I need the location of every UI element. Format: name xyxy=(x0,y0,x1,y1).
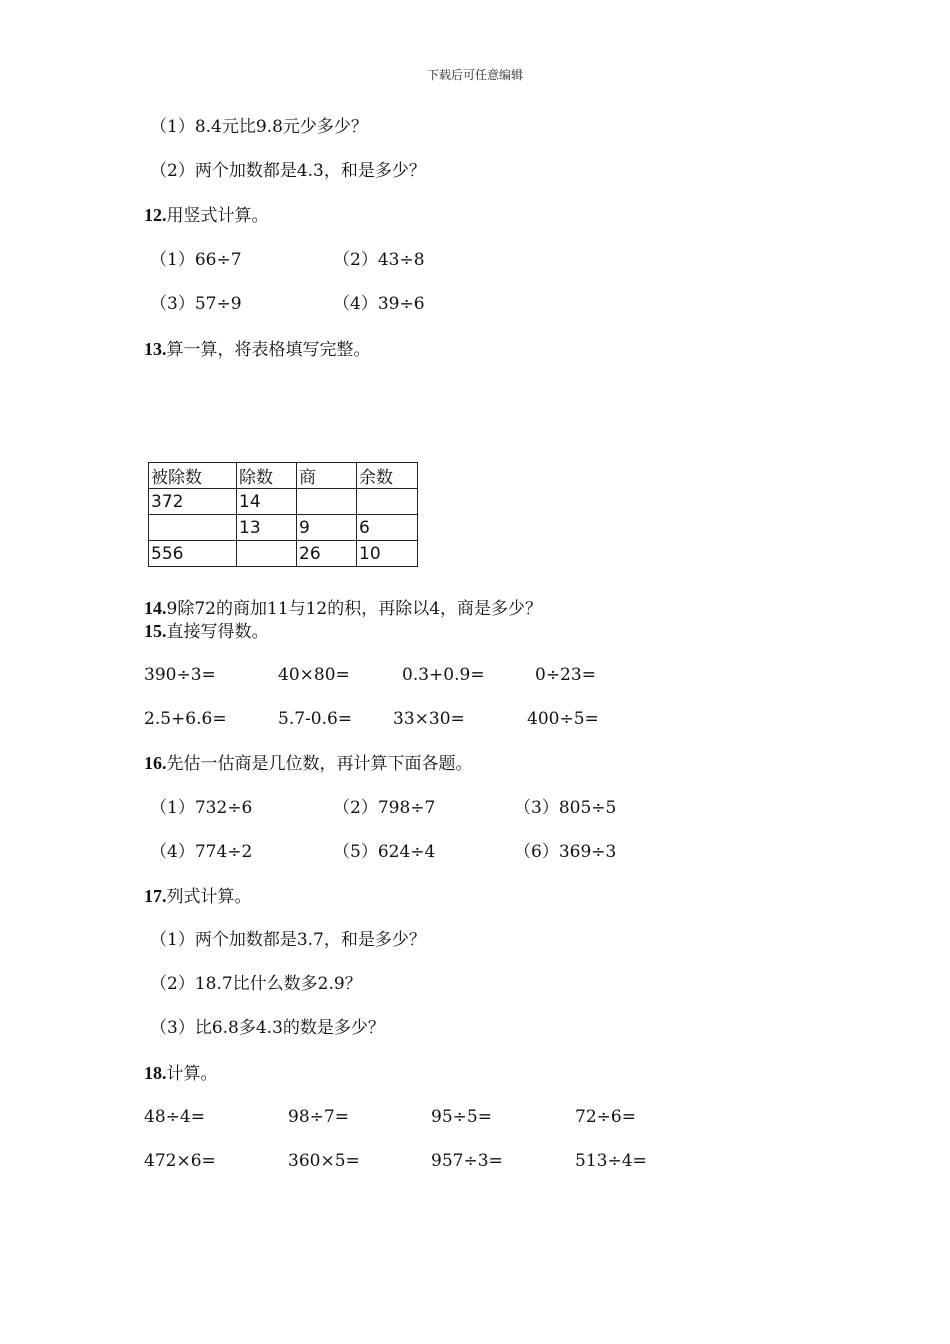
q16-item: （1）732÷6 xyxy=(150,798,253,818)
question-title: 算一算，将表格填写完整。 xyxy=(166,340,371,360)
q18-expr: 72÷6= xyxy=(575,1107,636,1127)
header-quotient: 商 xyxy=(297,463,357,489)
q17-item-2: （2）18.7比什么数多2.9？ xyxy=(150,974,362,994)
header-dividend: 被除数 xyxy=(149,463,237,489)
page-header: 下载后可任意编辑 xyxy=(426,68,523,82)
q15-expr: 40×80= xyxy=(278,665,350,685)
q18-expr: 48÷4= xyxy=(144,1107,205,1127)
q16-item: （2）798÷7 xyxy=(333,798,436,818)
table-cell: 14 xyxy=(237,489,297,515)
q12-item-3: （3）57÷9 xyxy=(150,294,242,314)
table-cell: 9 xyxy=(297,515,357,541)
question-number: 14. xyxy=(144,598,167,618)
table-row xyxy=(149,541,418,567)
q17-item-3: （3）比6.8多4.3的数是多少？ xyxy=(150,1018,385,1038)
q14-heading xyxy=(144,597,542,620)
q16-item: （6）369÷3 xyxy=(514,842,617,862)
question-number: 18. xyxy=(144,1063,167,1083)
q11-item-2: （2）两个加数都是4.3，和是多少？ xyxy=(150,161,426,181)
question-number: 16. xyxy=(144,753,167,773)
table-header-row xyxy=(149,463,418,489)
q15-expr: 400÷5= xyxy=(527,709,599,729)
q15-expr: 33×30= xyxy=(393,709,465,729)
header-remainder: 余数 xyxy=(357,463,418,489)
q12-item-4: （4）39÷6 xyxy=(333,294,425,314)
table-cell: 6 xyxy=(357,515,418,541)
q18-expr: 360×5= xyxy=(288,1151,360,1171)
q15-expr: 390÷3= xyxy=(144,665,216,685)
table-cell: 556 xyxy=(149,541,237,567)
question-title: 用竖式计算。 xyxy=(166,206,269,226)
question-number: 12. xyxy=(144,205,167,225)
table-cell xyxy=(237,541,297,567)
q15-expr: 5.7-0.6= xyxy=(278,709,353,729)
q18-expr: 95÷5= xyxy=(431,1107,492,1127)
q13-heading xyxy=(144,338,371,361)
q18-expr: 98÷7= xyxy=(288,1107,349,1127)
table-cell: 13 xyxy=(237,515,297,541)
q18-heading xyxy=(144,1062,218,1085)
table-cell: 10 xyxy=(357,541,418,567)
q16-item: （5）624÷4 xyxy=(333,842,436,862)
q15-heading xyxy=(144,620,269,643)
question-title: 先估一估商是几位数，再计算下面各题。 xyxy=(166,754,473,774)
q12-item-1: （1）66÷7 xyxy=(150,250,242,270)
header-divisor: 除数 xyxy=(237,463,297,489)
q18-expr: 957÷3= xyxy=(431,1151,503,1171)
table-row xyxy=(149,515,418,541)
q18-expr: 513÷4= xyxy=(575,1151,647,1171)
question-number: 17. xyxy=(144,886,167,906)
q17-heading xyxy=(144,885,252,908)
q12-item-2: （2）43÷8 xyxy=(333,250,425,270)
q11-item-1: （1）8.4元比9.8元少多少？ xyxy=(150,117,368,137)
q17-item-1: （1）两个加数都是3.7，和是多少？ xyxy=(150,930,426,950)
question-title: 列式计算。 xyxy=(166,887,252,907)
table-cell: 372 xyxy=(149,489,237,515)
q12-heading xyxy=(144,204,269,227)
q18-expr: 472×6= xyxy=(144,1151,216,1171)
q16-item: （4）774÷2 xyxy=(150,842,253,862)
division-table xyxy=(148,462,418,567)
q16-item: （3）805÷5 xyxy=(514,798,617,818)
question-title: 9除72的商加11与12的积，再除以4，商是多少？ xyxy=(166,599,543,619)
q16-heading xyxy=(144,752,473,775)
table-cell xyxy=(357,489,418,515)
q15-expr: 0.3+0.9= xyxy=(402,665,485,685)
question-title: 直接写得数。 xyxy=(166,622,269,642)
q15-expr: 0÷23= xyxy=(535,665,596,685)
question-title: 计算。 xyxy=(166,1064,218,1084)
table-cell xyxy=(149,515,237,541)
table-cell xyxy=(297,489,357,515)
q15-expr: 2.5+6.6= xyxy=(144,709,227,729)
table-row xyxy=(149,489,418,515)
table-cell: 26 xyxy=(297,541,357,567)
question-number: 13. xyxy=(144,339,167,359)
question-number: 15. xyxy=(144,621,167,641)
